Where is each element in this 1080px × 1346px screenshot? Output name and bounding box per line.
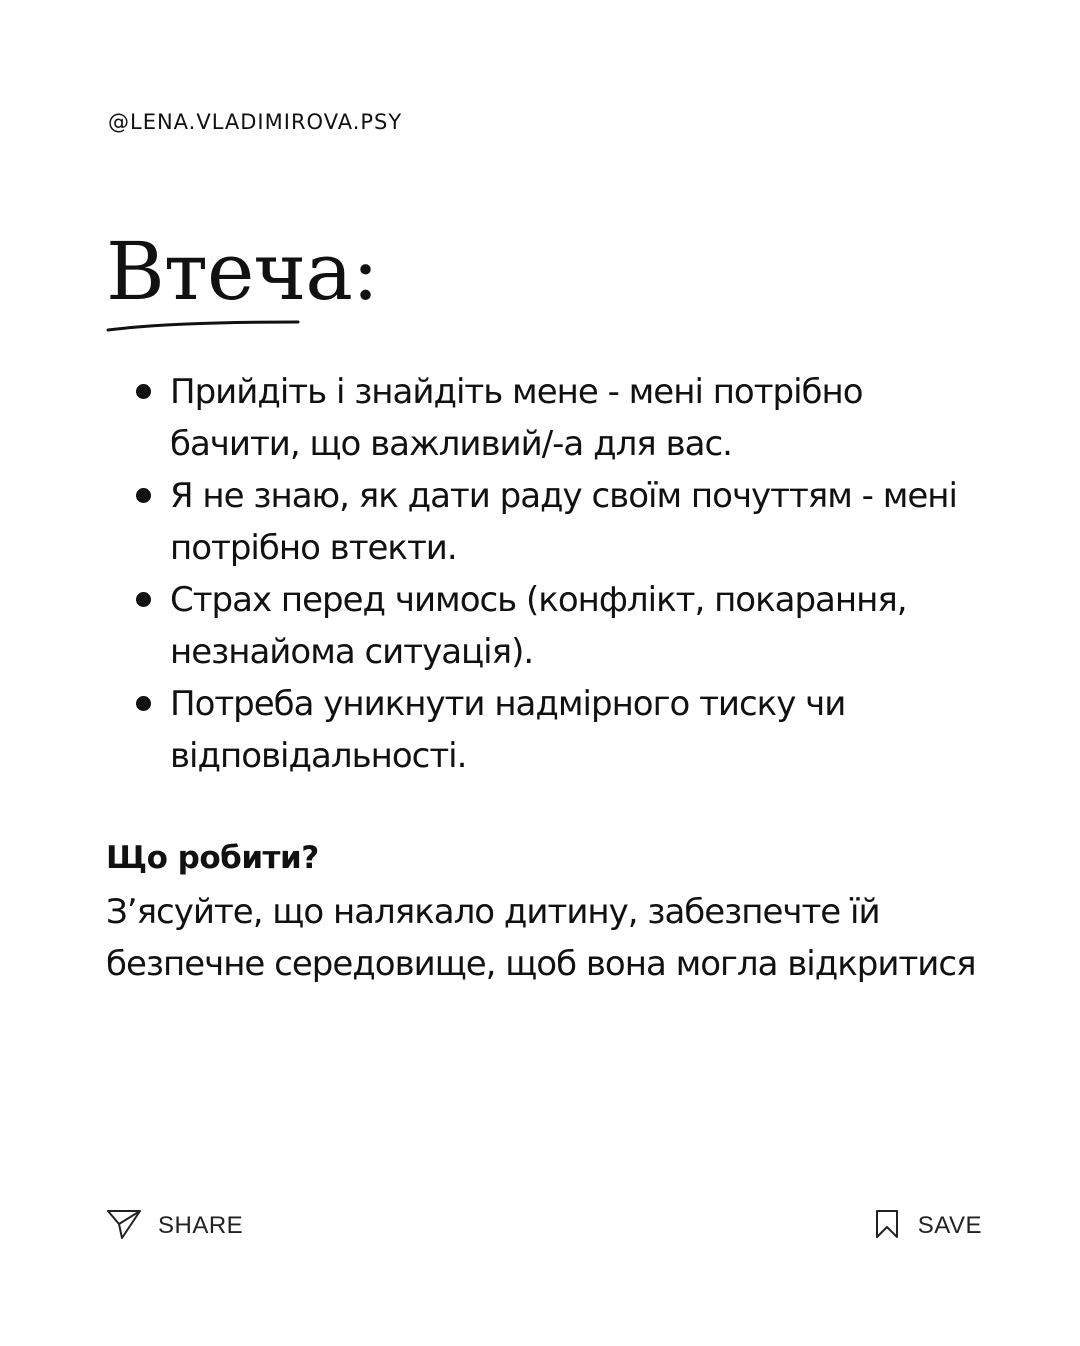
list-item [136,366,986,470]
bullet-dot [136,384,151,399]
what-to-do-body: З’ясуйте, що налякало дитину, забезпечте їй безпечне середовище, щоб вона могла відкритися [106,892,976,984]
list-item [136,470,986,574]
list-item-text: Прийдіть і знайдіть мене - мені потрібно бачити, що важливий/-а для вас. [170,372,863,464]
list-item-text: Я не знаю, як дати раду своїм почуттям - мені потрібно втекти. [170,476,957,568]
bullet-dot [136,592,151,607]
bullet-list [136,366,986,782]
bullet-dot [136,696,151,711]
list-item [136,574,986,678]
account-handle: @LENA.VLADIMIROVA.PSY [108,110,403,134]
bookmark-icon [874,1208,900,1244]
what-to-do-heading: Що робити? [106,840,319,876]
share-button[interactable] [106,1208,243,1244]
save-label: SAVE [917,1212,982,1239]
page-title: Втеча: [106,225,378,318]
title-underline [106,318,306,338]
paper-plane-icon [106,1208,142,1244]
list-item [136,678,986,782]
share-label: SHARE [158,1212,244,1239]
list-item-text: Страх перед чимось (конфлікт, покарання, незнайома ситуація). [170,580,907,672]
bullet-dot [136,488,151,503]
save-button[interactable] [874,1208,982,1244]
list-item-text: Потреба уникнути надмірного тиску чи відповідальності. [170,684,846,776]
